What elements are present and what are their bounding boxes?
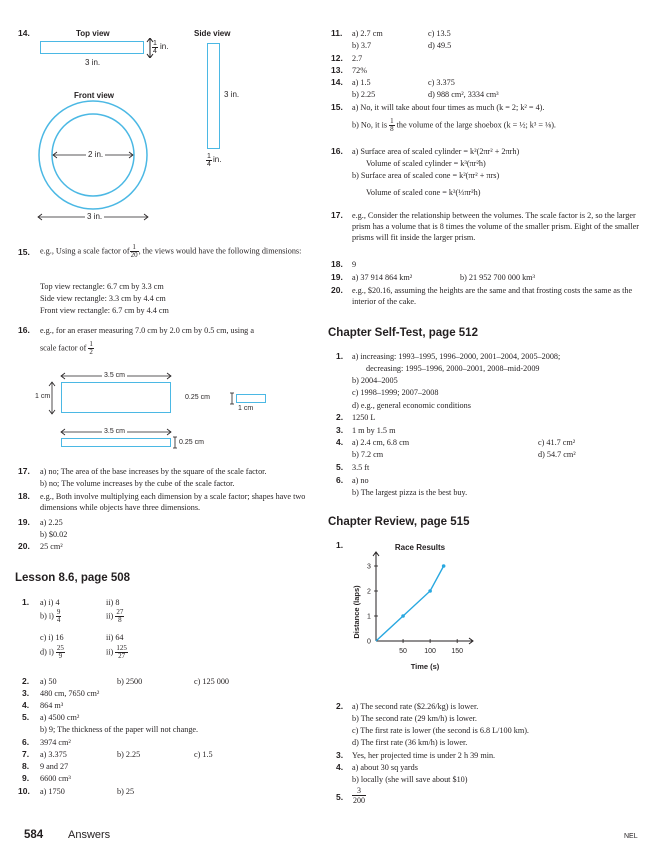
l2-number: 2.: [22, 676, 30, 686]
x-tick-label: 50: [399, 648, 407, 655]
cr4-b: b) locally (she will save about $10): [352, 775, 468, 784]
x-tick-label: 150: [451, 648, 464, 655]
l1-bii: ii) $\frac{27}{8}$: [106, 608, 124, 624]
r16-b2: Volume of scaled cone = k³(⅓πr²h): [366, 188, 481, 197]
q16-dim-025-side: 0.25 cm: [185, 394, 210, 401]
q16-side-dim-small: [229, 392, 235, 405]
r16-number: 16.: [331, 146, 343, 156]
q15-number: 15.: [18, 247, 30, 257]
s1-c: c) 1998–1999; 2007–2008: [352, 388, 439, 397]
y-tick-label: 3: [367, 563, 371, 571]
s1-number: 1.: [336, 351, 344, 361]
l10-b: b) 25: [117, 787, 135, 796]
r15-a: a) No, it will take about four times as much (k = 2; k² = 4).: [352, 103, 545, 112]
cr4-number: 4.: [336, 762, 344, 772]
l2-c: c) 125 000: [194, 677, 230, 686]
cr2-number: 2.: [336, 701, 344, 711]
cr4-a: a) about 30 sq yards: [352, 763, 418, 772]
s6-number: 6.: [336, 475, 344, 485]
q20-text: 25 cm²: [40, 542, 63, 551]
y-tick-label: 0: [367, 638, 371, 646]
s1-b: b) 2004–2005: [352, 376, 398, 385]
chart-ylabel: Distance (laps): [352, 585, 361, 639]
r16-a2: Volume of scaled cylinder = k³(πr²h): [366, 159, 486, 168]
s2-number: 2.: [336, 412, 344, 422]
chapter-review-heading: Chapter Review, page 515: [328, 516, 470, 528]
l3-number: 3.: [22, 688, 30, 698]
l8-a: 9 and 27: [40, 762, 69, 771]
lesson-86-heading: Lesson 8.6, page 508: [15, 572, 131, 584]
l1-dii: ii) $\frac{125}{27}$: [106, 644, 127, 660]
side-view-label: Side view: [194, 29, 231, 38]
l6-number: 6.: [22, 737, 30, 747]
r11-a: a) 2.7 cm: [352, 29, 383, 38]
q19-b: b) $0.02: [40, 530, 68, 539]
q19-a: a) 2.25: [40, 518, 63, 527]
l5-b: b) 9; The thickness of the paper will not change.: [40, 725, 199, 734]
y-tick-label: 1: [367, 613, 371, 621]
s1-d: d) e.g., general economic conditions: [352, 401, 471, 410]
l2-a: a) 50: [40, 677, 57, 686]
r14-a: a) 1.5: [352, 78, 371, 87]
top-view-rect: [40, 41, 144, 54]
l7-b: b) 2.25: [117, 750, 141, 759]
r15-b: b) No, it is $\frac{1}{8}$ the volume of the large shoebox (k = ½; k³ = ⅛).: [352, 117, 556, 133]
r14-c: c) 3.375: [428, 78, 455, 87]
s4-c: c) 41.7 cm²: [538, 438, 576, 447]
q15-line-3: Front view rectangle: 6.7 cm by 4.4 cm: [40, 306, 169, 315]
l7-c: c) 1.5: [194, 750, 213, 759]
front-view-outer-label: 3 in.: [87, 212, 103, 221]
q16-dim-35-bottom: 3.5 cm: [104, 428, 126, 435]
s1-a2: decreasing: 1995–1996, 2000–2001, 2008–mid-2009: [366, 364, 540, 373]
r17-number: 17.: [331, 210, 343, 220]
r16-a1: a) Surface area of scaled cylinder = k²(2πr² + 2πrh): [352, 147, 520, 156]
s5-number: 5.: [336, 462, 344, 472]
cr2-b: b) The second rate (29 km/h) is lower.: [352, 714, 477, 723]
cr3-text: Yes, her projected time is under 2 h 39 min.: [352, 751, 496, 760]
front-view-inner-label: 2 in.: [88, 150, 104, 159]
r11-b: b) 3.7: [352, 41, 372, 50]
s4-d: d) 54.7 cm²: [538, 450, 576, 459]
l1-ci: c) i) 16: [40, 633, 64, 642]
r11-d: d) 49.5: [428, 41, 452, 50]
r13-text: 72%: [352, 66, 368, 75]
q16-thin-rect: [61, 438, 171, 447]
s3-text: 1 m by 1.5 m: [352, 426, 396, 435]
l10-number: 10.: [18, 786, 30, 796]
r14-d: d) 988 cm², 3334 cm³: [428, 90, 499, 99]
r14-number: 14.: [331, 77, 343, 87]
q15-line-1: Top view rectangle: 6.7 cm by 3.3 cm: [40, 282, 164, 291]
l4-number: 4.: [22, 700, 30, 710]
top-view-width-label: 3 in.: [85, 58, 101, 67]
chart-title: Race Results: [394, 543, 446, 552]
s4-a: a) 2.4 cm, 6.8 cm: [352, 438, 410, 447]
l1-ai: a) i) 4: [40, 598, 60, 607]
s5-text: 3.5 ft: [352, 463, 370, 472]
q18-number: 18.: [18, 491, 30, 501]
l5-number: 5.: [22, 712, 30, 722]
q20-number: 20.: [18, 541, 30, 551]
page-number: 584: [24, 829, 44, 841]
q17-number: 17.: [18, 466, 30, 476]
s1-a: a) increasing: 1993–1995, 1996–2000, 2001–2004, 2005–2008;: [352, 352, 561, 361]
q16-large-rect: [61, 382, 171, 413]
l1-cii: ii) 64: [106, 633, 124, 642]
r19-number: 19.: [331, 272, 343, 282]
q19-number: 19.: [18, 517, 30, 527]
q16-dim-1cm: 1 cm: [35, 393, 51, 400]
r13-number: 13.: [331, 65, 343, 75]
cr5-number: 5.: [336, 792, 344, 802]
chart-xlabel: Time (s): [410, 662, 440, 671]
s6-b: b) The largest pizza is the best buy.: [352, 488, 468, 497]
s2-text: 1250 L: [352, 413, 376, 422]
r11-c: c) 13.5: [428, 29, 451, 38]
l7-number: 7.: [22, 749, 30, 759]
l5-a: a) 4500 cm²: [40, 713, 80, 722]
l1-number: 1.: [22, 597, 30, 607]
side-view-height-label: 3 in.: [224, 90, 240, 99]
top-view-height-frac: $\frac{1}{4}$: [153, 39, 157, 55]
top-view-label: Top view: [76, 29, 110, 38]
l7-a: a) 3.375: [40, 750, 67, 759]
r18-number: 18.: [331, 259, 343, 269]
r19-b: b) 21 952 700 000 km³: [460, 273, 536, 282]
cr1-number: 1.: [336, 540, 344, 550]
q14-number: 14.: [18, 28, 30, 38]
q15-line-2: Side view rectangle: 3.3 cm by 4.4 cm: [40, 294, 166, 303]
q16-text-b: scale factor of $\frac{1}{2}$: [40, 340, 93, 356]
s6-a: a) no: [352, 476, 369, 485]
q15-text: e.g., Using a scale factor of $\frac{1}{20}$ , the views would have the following dimensions:: [40, 243, 302, 259]
data-point: [401, 614, 405, 618]
r12-number: 12.: [331, 53, 343, 63]
r15-number: 15.: [331, 102, 343, 112]
data-point: [442, 564, 446, 568]
r19-a: a) 37 914 864 km²: [352, 273, 413, 282]
self-test-heading: Chapter Self-Test, page 512: [328, 327, 478, 339]
r12-text: 2.7: [352, 54, 363, 63]
cr2-a: a) The second rate ($2.26/kg) is lower.: [352, 702, 479, 711]
r18-text: 9: [352, 260, 357, 269]
r11-number: 11.: [331, 28, 343, 38]
side-view-width-frac: $\frac{1}{4}$: [207, 152, 211, 168]
q17-a: a) no; The area of the base increases by the square of the scale factor.: [40, 467, 267, 476]
side-view-rect: [207, 43, 220, 149]
l2-b: b) 2500: [117, 677, 143, 686]
y-tick-label: 2: [367, 588, 371, 596]
l1-bi: b) i) $\frac{9}{4}$: [40, 608, 61, 624]
q16-dim-1cm-b: 1 cm: [238, 405, 254, 412]
data-point: [428, 589, 432, 593]
footer-section: Answers: [68, 829, 111, 841]
s3-number: 3.: [336, 425, 344, 435]
q16-side-rect: [236, 394, 266, 403]
l1-di: d) i) $\frac{25}{9}$: [40, 644, 64, 660]
s4-number: 4.: [336, 437, 344, 447]
cr3-number: 3.: [336, 750, 344, 760]
r17-text: e.g., Consider the relationship between the volumes. The scale factor is 2, so the larger prism has a volume that is 8 times the volume of the smaller prism. Eight of the smaller prisms will fit inside the larger prism.: [352, 211, 639, 242]
x-tick-label: 100: [424, 648, 436, 655]
l9-number: 9.: [22, 773, 30, 783]
r20-number: 20.: [331, 285, 343, 295]
side-view-width-unit: in.: [213, 155, 222, 164]
race-results-chart: [346, 538, 476, 673]
q16-thin-dim: [172, 436, 178, 449]
l1-aii: ii) 8: [106, 598, 120, 607]
l3-a: 480 cm, 7650 cm²: [40, 689, 100, 698]
l4-a: 864 m³: [40, 701, 64, 710]
q16-dim-025-bottom: 0.25 cm: [179, 439, 204, 446]
q16-dim-35-top: 3.5 cm: [104, 372, 126, 379]
q17-b: b) no; The volume increases by the cube of the scale factor.: [40, 479, 235, 488]
cr2-d: d) The first rate (36 km/h) is lower.: [352, 738, 468, 747]
cr2-c: c) The first rate is lower (the second is 6.8 L/100 km).: [352, 726, 529, 735]
r16-b1: b) Surface area of scaled cone = k²(πr² + πrs): [352, 171, 500, 180]
l8-number: 8.: [22, 761, 30, 771]
l6-a: 3974 cm²: [40, 738, 71, 747]
r20-text: e.g., $20.16, assuming the heights are the same and that frosting costs the same as the interior of the cake.: [352, 286, 633, 306]
l10-a: a) 1750: [40, 787, 65, 796]
cr5-frac: $\frac{3}{200}$: [353, 786, 365, 805]
q16-text-a: e.g., for an eraser measuring 7.0 cm by 2.0 cm by 0.5 cm, using a: [40, 326, 254, 335]
q16-number: 16.: [18, 325, 30, 335]
l9-a: 6600 cm³: [40, 774, 71, 783]
top-view-height-unit: in.: [160, 42, 169, 51]
front-view-label: Front view: [74, 91, 115, 100]
series-line: [376, 566, 444, 641]
footer-publisher: NEL: [624, 833, 638, 840]
r14-b: b) 2.25: [352, 90, 376, 99]
s4-b: b) 7.2 cm: [352, 450, 384, 459]
q18-text: e.g., Both involve multiplying each dimension by a scale factor; shapes have two dimensions while objects have three dimensions.: [40, 492, 306, 512]
